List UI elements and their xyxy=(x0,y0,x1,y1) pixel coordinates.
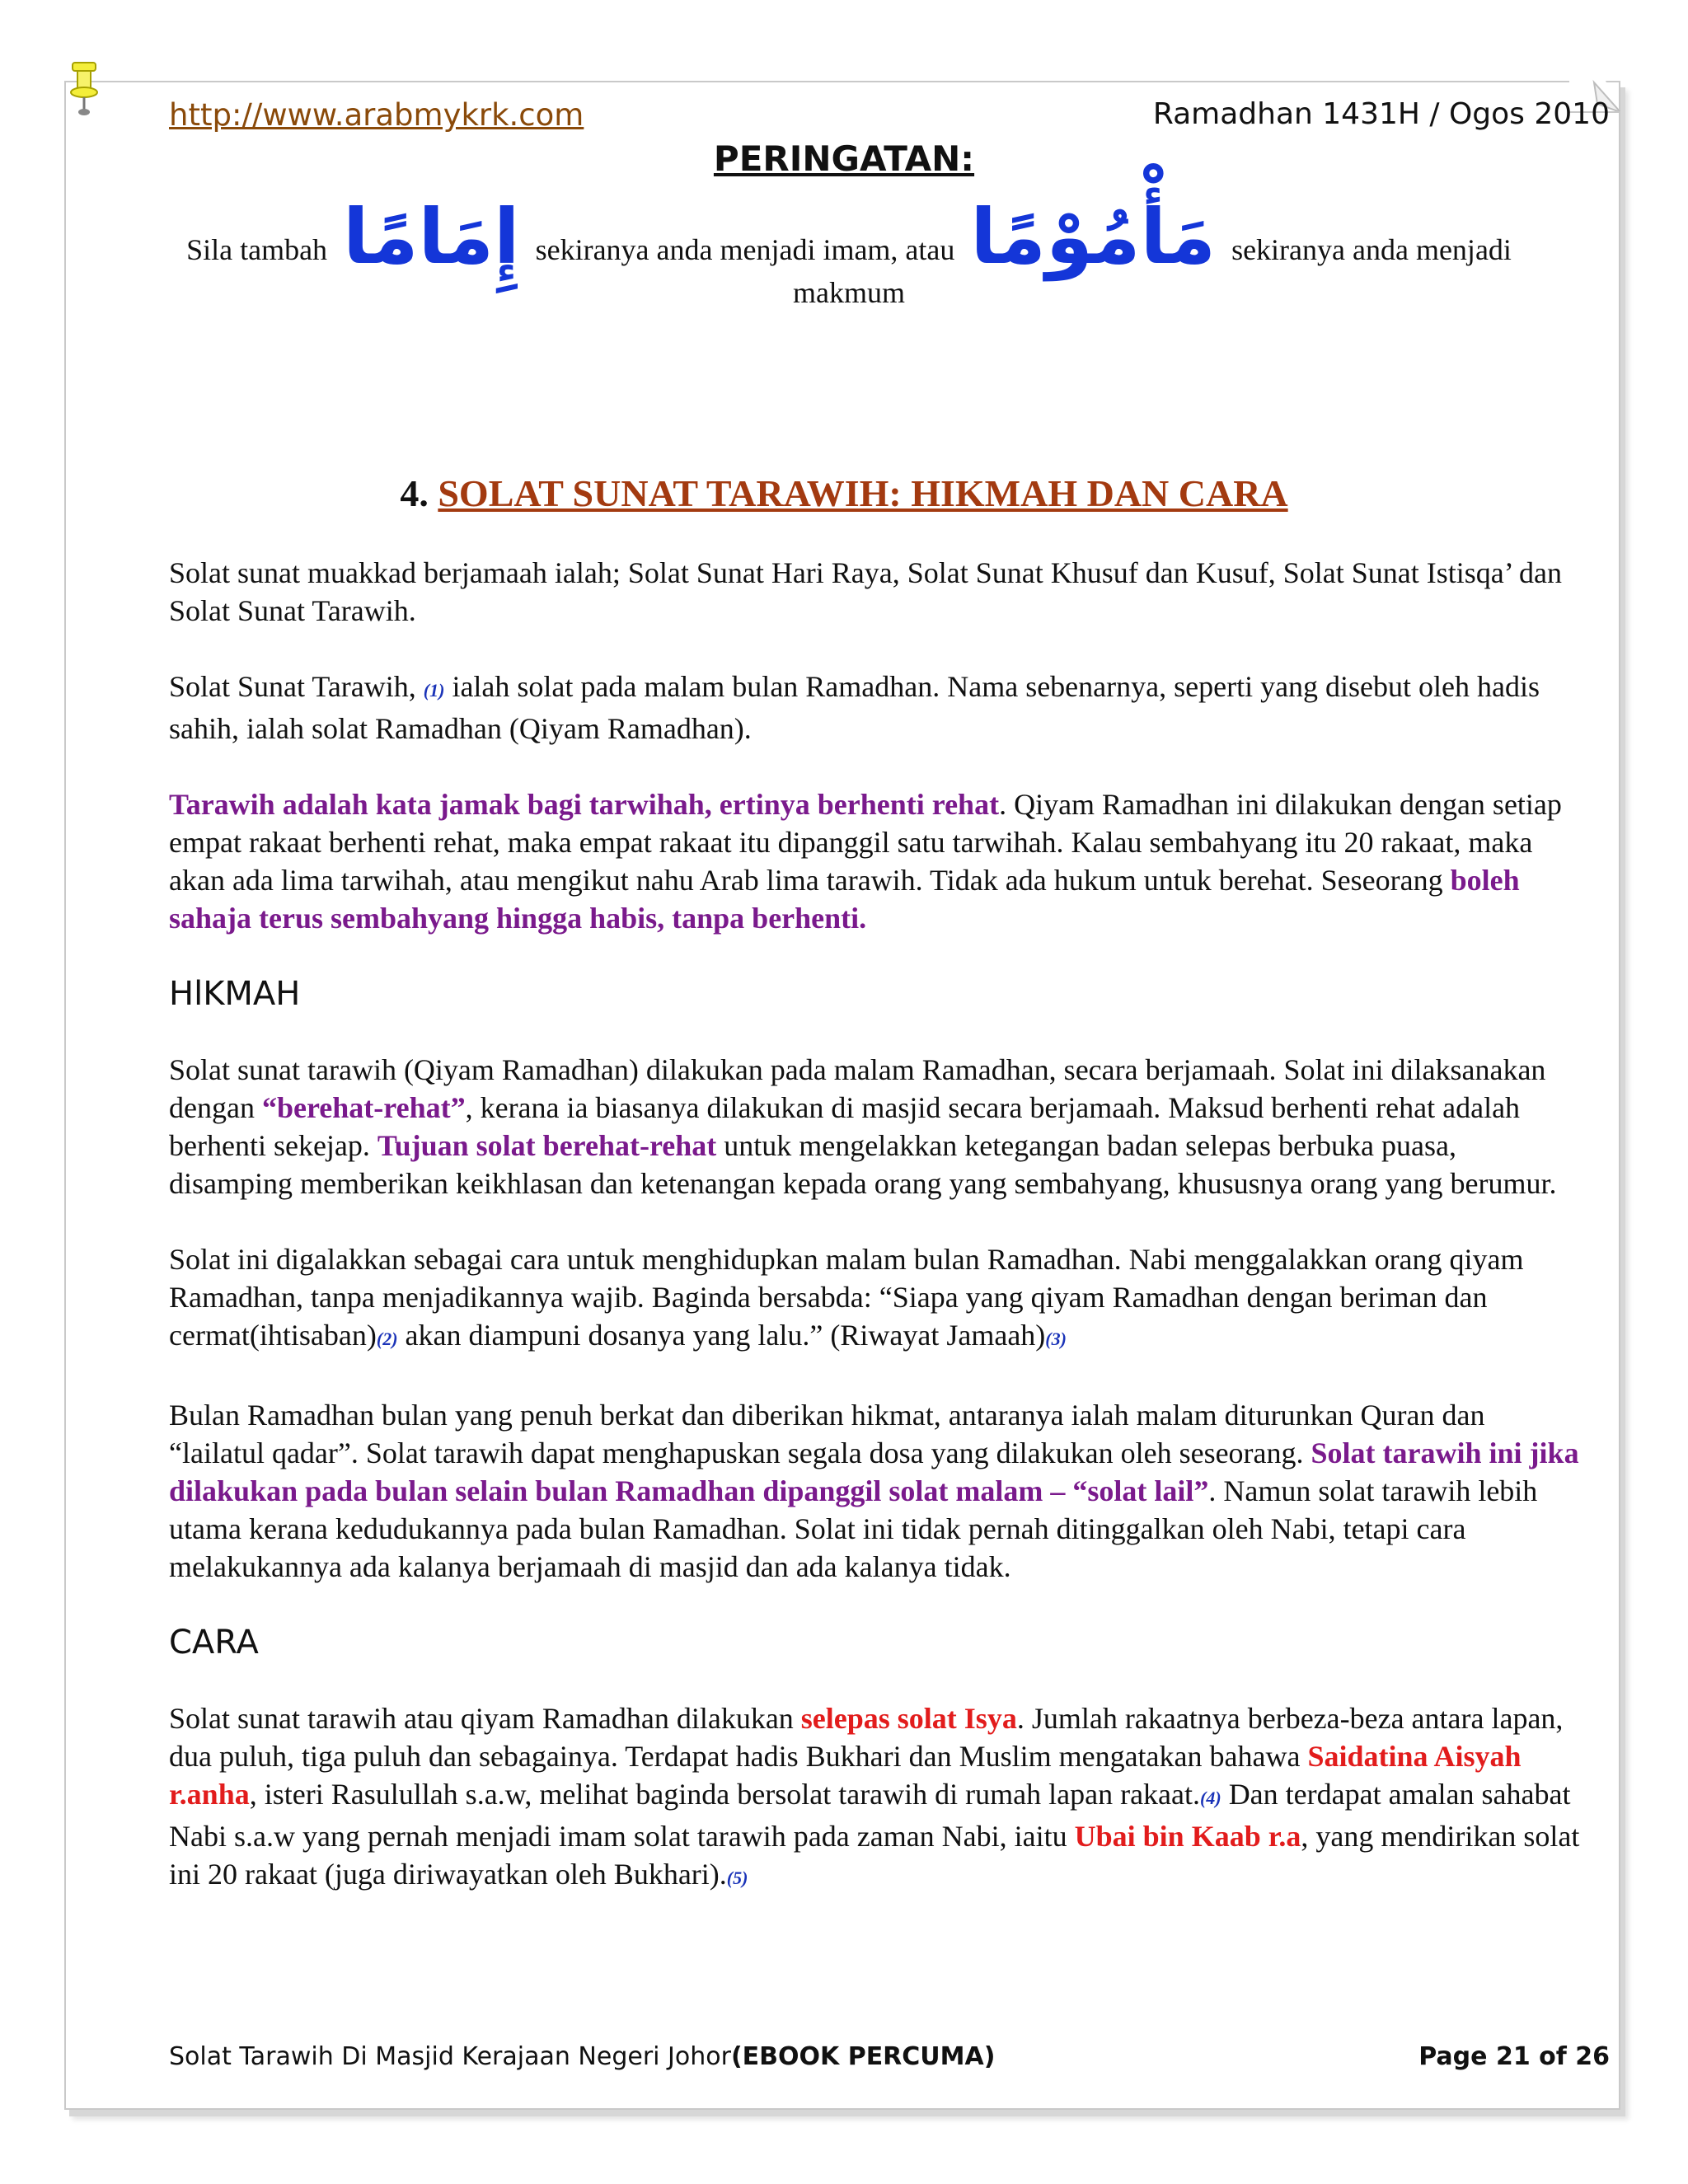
highlight-tarawih-definition: Tarawih adalah kata jamak bagi tarwihah, ertinya berhenti rehat xyxy=(169,788,1000,821)
notice-text-after: sekiranya anda menjadi makmum xyxy=(793,233,1512,309)
page-number: Page 21 of 26 xyxy=(1418,2042,1610,2071)
paragraph-4 xyxy=(169,1051,1587,1202)
p5-text-b: akan diampuni dosanya yang lalu.” (Riwayat Jamaah) xyxy=(405,1319,1046,1352)
paragraph-3 xyxy=(169,785,1587,937)
p5-text-a: Solat ini digalakkan sebagai cara untuk menghidupkan malam bulan Ramadhan. Nabi menggalakkan orang qiyam Ramadhan, tanpa menjadikannya wajib. Baginda bersabda: “Siapa yang qiyam Ramadhan dengan beriman dan cermat(ihtisaban) xyxy=(169,1243,1524,1352)
arabic-imam: إِمَامًا xyxy=(343,193,520,281)
footnote-ref-5[interactable]: (5) xyxy=(726,1868,748,1888)
pushpin-icon xyxy=(68,61,101,119)
p6-text-a: Bulan Ramadhan bulan yang penuh berkat dan diberikan hikmat, antaranya ialah malam diturunkan Quran dan “lailatul qadar”. Solat tarawih dapat menghapuskan segala dosa yang dilakukan oleh seseorang. xyxy=(169,1399,1485,1469)
p2-text-b: ialah solat pada malam bulan Ramadhan. Nama sebenarnya, seperti yang disebut oleh hadis sahih, ialah solat Ramadhan (Qiyam Ramadhan). xyxy=(169,670,1540,745)
footer-title xyxy=(169,2042,995,2071)
p6-text-b: . Namun solat tarawih lebih utama kerana kedudukannya pada bulan Ramadhan. Solat ini tidak pernah ditinggalkan oleh Nabi, tetapi cara melakukannya ada kalanya berjamaah di masjid dan ada kalanya tidak. xyxy=(169,1474,1538,1583)
paragraph-1: Solat sunat muakkad berjamaah ialah; Solat Sunat Hari Raya, Solat Sunat Khusuf dan Kusuf, Solat Sunat Istisqa’ dan Solat Sunat Tarawih. xyxy=(169,556,1563,627)
highlight-aisyah: Saidatina Aisyah r.anha xyxy=(169,1740,1522,1811)
footnote-ref-1[interactable]: (1) xyxy=(423,680,445,701)
footnote-ref-3[interactable]: (3) xyxy=(1045,1329,1067,1349)
section-number: 4. xyxy=(400,472,429,514)
footer-text: Solat Tarawih Di Masjid Kerajaan Negeri Johor xyxy=(169,2042,731,2071)
p7-text-d: Dan terdapat amalan sahabat Nabi s.a.w yang pernah menjadi imam solat tarawih pada zaman Nabi, iaitu xyxy=(169,1778,1571,1853)
section-heading xyxy=(0,471,1688,515)
paragraph-6 xyxy=(169,1396,1587,1586)
highlight-solat-lail: Solat tarawih ini jika dilakukan pada bulan selain bulan Ramadhan dipanggil solat malam – “solat lail” xyxy=(169,1436,1579,1507)
p7-text-c: , isteri Rasulullah s.a.w, melihat baginda bersolat tarawih di rumah lapan rakaat. xyxy=(249,1778,1201,1811)
paragraph-5 xyxy=(169,1240,1587,1358)
warning-title: PERINGATAN: xyxy=(713,138,975,179)
website-link[interactable]: http://www.arabmykrk.com xyxy=(169,97,584,133)
p2-text-a: Solat Sunat Tarawih, xyxy=(169,670,416,703)
section-title: SOLAT SUNAT TARAWIH: HIKMAH DAN CARA xyxy=(438,472,1288,514)
cara-heading: CARA xyxy=(169,1624,259,1661)
p7-text-b: . Jumlah rakaatnya berbeza-beza antara lapan, dua puluh, tiga puluh dan sebagainya. Terdapat hadis Bukhari dan Muslim mengatakan bahawa xyxy=(169,1702,1564,1773)
footnote-ref-2[interactable]: (2) xyxy=(376,1329,398,1349)
highlight-berehat: “berehat-rehat” xyxy=(261,1091,466,1124)
highlight-ubai: Ubai bin Kaab r.a xyxy=(1074,1820,1301,1853)
p3-text-a: . Qiyam Ramadhan ini dilakukan dengan setiap empat rakaat berhenti rehat, maka empat rakaat itu dipanggil satu tarwihah. Kalau sembahyang itu 20 rakaat, maka akan ada lima tarwihah, atau mengikut nahu Arab lima tarawih. Tidak ada hukum untuk berehat. Seseorang xyxy=(169,788,1562,897)
paragraph-2 xyxy=(169,668,1587,748)
notice-text-middle: sekiranya anda menjadi imam, atau xyxy=(535,233,955,266)
p4-text-b: , kerana ia biasanya dilakukan di masjid secara berjamaah. Maksud berhenti rehat adalah berhenti sekejap. xyxy=(169,1091,1521,1162)
header-date: Ramadhan 1431H / Ogos 2010 xyxy=(1152,97,1610,131)
footnote-ref-4[interactable]: (4) xyxy=(1200,1788,1221,1808)
p7-text-e: , yang mendirikan solat ini 20 rakaat (juga diriwayatkan oleh Bukhari). xyxy=(169,1820,1580,1891)
highlight-selepas-isya: selepas solat Isya xyxy=(800,1702,1017,1735)
arabic-makmum: مَأْمُوْمًا xyxy=(970,193,1217,281)
highlight-tujuan: Tujuan solat berehat-rehat xyxy=(377,1129,717,1162)
p7-text-a: Solat sunat tarawih atau qiyam Ramadhan dilakukan xyxy=(169,1702,794,1735)
highlight-no-break: boleh sahaja terus sembahyang hingga habis, tanpa berhenti. xyxy=(169,864,1520,935)
main-content xyxy=(169,554,1587,1935)
warning-notice xyxy=(165,193,1533,314)
footer-bold: (EBOOK PERCUMA) xyxy=(730,2042,996,2071)
p4-text-c: untuk mengelakkan ketegangan badan selepas berbuka puasa, disamping memberikan keikhlasan dan ketenangan kepada orang yang sembahyang, khususnya orang yang berumur. xyxy=(169,1129,1557,1200)
hikmah-heading: HlKMAH xyxy=(169,975,301,1013)
paragraph-7 xyxy=(169,1699,1587,1897)
notice-text-before: Sila tambah xyxy=(186,233,328,266)
p4-text-a: Solat sunat tarawih (Qiyam Ramadhan) dilakukan pada malam Ramadhan, secara berjamaah. Solat ini dilaksanakan dengan xyxy=(169,1053,1546,1124)
